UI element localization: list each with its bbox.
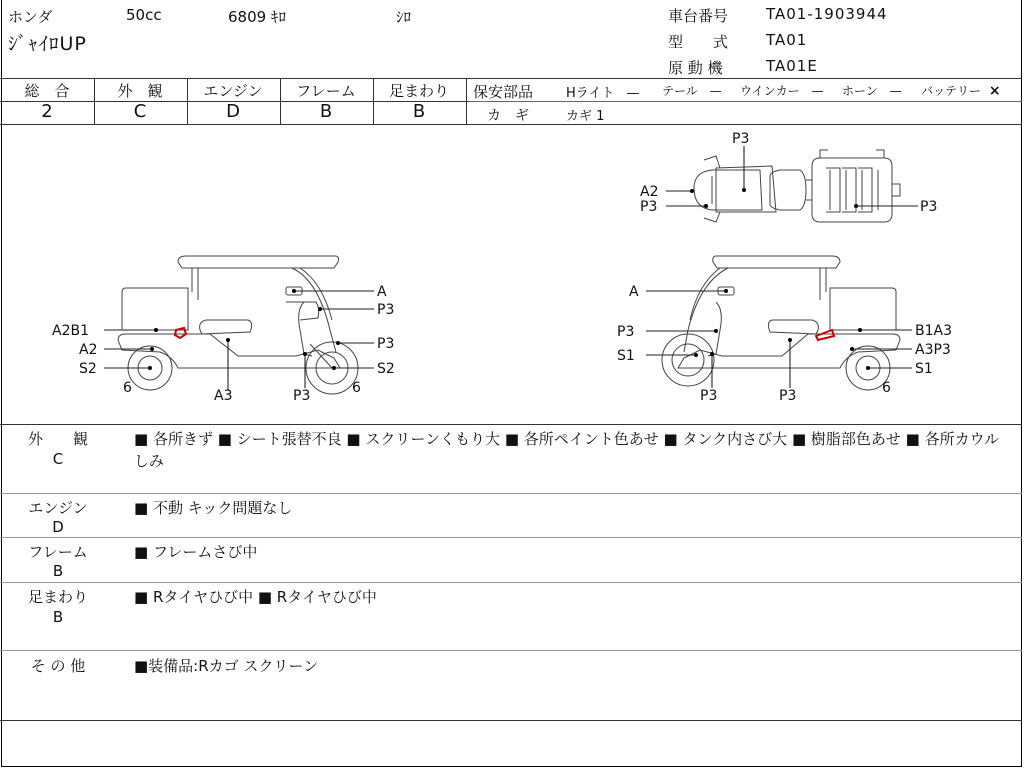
- callout-label: S1: [915, 361, 933, 377]
- callout-label: S1: [617, 348, 635, 364]
- type-value: TA01: [766, 31, 808, 49]
- grade-frame-label: フレーム: [296, 82, 356, 100]
- callout-label: A3: [214, 388, 233, 404]
- safety-item-tail: [662, 82, 722, 99]
- section-label-engine: エンジン: [28, 499, 88, 517]
- callout-label: P3: [920, 199, 938, 215]
- damage-marker: [175, 328, 186, 338]
- divider: [468, 101, 1022, 102]
- safety-item-headlight: [566, 82, 640, 101]
- key-count: カギ 1: [566, 109, 605, 124]
- safety-item-battery: [921, 82, 1001, 99]
- section-grade-exterior: C: [52, 450, 64, 468]
- callout-label: P3: [779, 388, 797, 404]
- callout-label: A: [377, 284, 387, 300]
- scooter-left-view: [118, 256, 358, 394]
- divider: [0, 582, 1022, 583]
- section-text-suspension: ■ Rタイヤひび中 ■ Rタイヤひび中: [134, 588, 377, 606]
- callout-label: S2: [377, 361, 395, 377]
- section-text-exterior: ■ 各所きず ■ シート張替不良 ■ スクリーンくもり大 ■ 各所ペイント色あせ ■ タンク内さび大 ■ 樹脂部色あせ ■ 各所カウルしみ: [134, 430, 1000, 470]
- callout-label: P3: [377, 302, 395, 318]
- damage-diagram: [0, 125, 1022, 425]
- safety-item-name: バッテリー: [921, 84, 982, 98]
- section-label-suspension: 足まわり: [27, 588, 88, 606]
- section-grade-engine: D: [52, 518, 64, 536]
- section-text-engine: ■ 不動 キック問題なし: [134, 499, 293, 517]
- body-color: ｼﾛ: [396, 8, 412, 26]
- grade-engine-label: エンジン: [203, 82, 263, 100]
- divider: [0, 424, 1022, 425]
- right-callouts: [646, 289, 912, 388]
- safety-item-name: テール: [662, 84, 698, 98]
- safety-item-mark: ×: [988, 83, 1001, 99]
- callout-label: 6: [352, 380, 361, 396]
- callout-label: P3: [617, 324, 635, 340]
- callout-label: 6: [123, 380, 132, 396]
- grade-frame-value: B: [319, 101, 333, 122]
- callout-label: P3: [293, 388, 311, 404]
- mileage: 6809 ｷﾛ: [228, 8, 286, 26]
- chassis-label: 車台番号: [668, 7, 729, 25]
- safety-item-horn: [842, 82, 902, 99]
- section-label-other: そ の 他: [30, 657, 86, 675]
- left-callouts: [104, 289, 374, 390]
- safety-item-name: ウインカー: [740, 84, 800, 98]
- callout-label: P3: [732, 131, 750, 147]
- grade-total-label: 総 合: [24, 82, 70, 100]
- callout-label: P3: [700, 388, 718, 404]
- callout-label: S2: [79, 361, 97, 377]
- scooter-top-view: [694, 150, 900, 222]
- displacement: 50cc: [126, 6, 162, 24]
- type-label: 型 式: [668, 33, 729, 51]
- safety-item-name: ホーン: [842, 84, 878, 98]
- divider: [0, 537, 1022, 538]
- callout-label: A2: [79, 342, 98, 358]
- safety-item-name: Hライト: [566, 86, 615, 101]
- grade-engine-value: D: [226, 101, 240, 122]
- section-grade-frame: B: [52, 562, 64, 580]
- divider: [466, 78, 467, 124]
- grade-exterior-label: 外 観: [117, 82, 163, 100]
- callout-label: 6: [882, 380, 891, 396]
- callout-label: P3: [377, 336, 395, 352]
- callout-label: A3P3: [915, 342, 951, 358]
- safety-parts-title: 保安部品: [473, 83, 534, 101]
- section-label-frame: フレーム: [28, 543, 88, 561]
- safety-item-mark: —: [889, 84, 902, 98]
- callout-label: A2B1: [52, 323, 89, 339]
- section-text-other: ■装備品:Rカゴ スクリーン: [134, 657, 319, 675]
- divider: [0, 78, 1022, 79]
- key-label: カ ギ: [487, 108, 529, 124]
- grade-exterior-value: C: [133, 101, 147, 122]
- scooter-right-view: [662, 256, 900, 390]
- grade-suspension-label: 足まわり: [388, 82, 449, 100]
- engine-label: 原 動 機: [668, 59, 723, 77]
- grade-total-value: 2: [41, 101, 53, 122]
- safety-item-mark: —: [811, 84, 824, 98]
- model-name: ｼﾞｬｲﾛUP: [8, 33, 87, 55]
- divider: [0, 720, 1022, 721]
- safety-item-mark: —: [626, 86, 640, 101]
- callout-label: P3: [640, 199, 658, 215]
- engine-model: TA01E: [766, 57, 818, 75]
- callout-label: A2: [640, 184, 659, 200]
- maker: ホンダ: [8, 8, 53, 26]
- safety-item-mark: —: [709, 84, 722, 98]
- safety-item-winker: [740, 82, 823, 99]
- top-callouts: [666, 146, 918, 208]
- section-label-exterior: 外 観: [27, 430, 88, 448]
- section-grade-suspension: B: [52, 608, 64, 626]
- chassis-number: TA01-1903944: [766, 5, 888, 23]
- grade-suspension-value: B: [412, 101, 426, 122]
- divider: [0, 650, 1022, 651]
- damage-marker: [816, 330, 834, 340]
- divider: [0, 493, 1022, 494]
- callout-label: A: [629, 284, 639, 300]
- callout-label: B1A3: [915, 323, 952, 339]
- section-text-frame: ■ フレームさび中: [134, 543, 258, 561]
